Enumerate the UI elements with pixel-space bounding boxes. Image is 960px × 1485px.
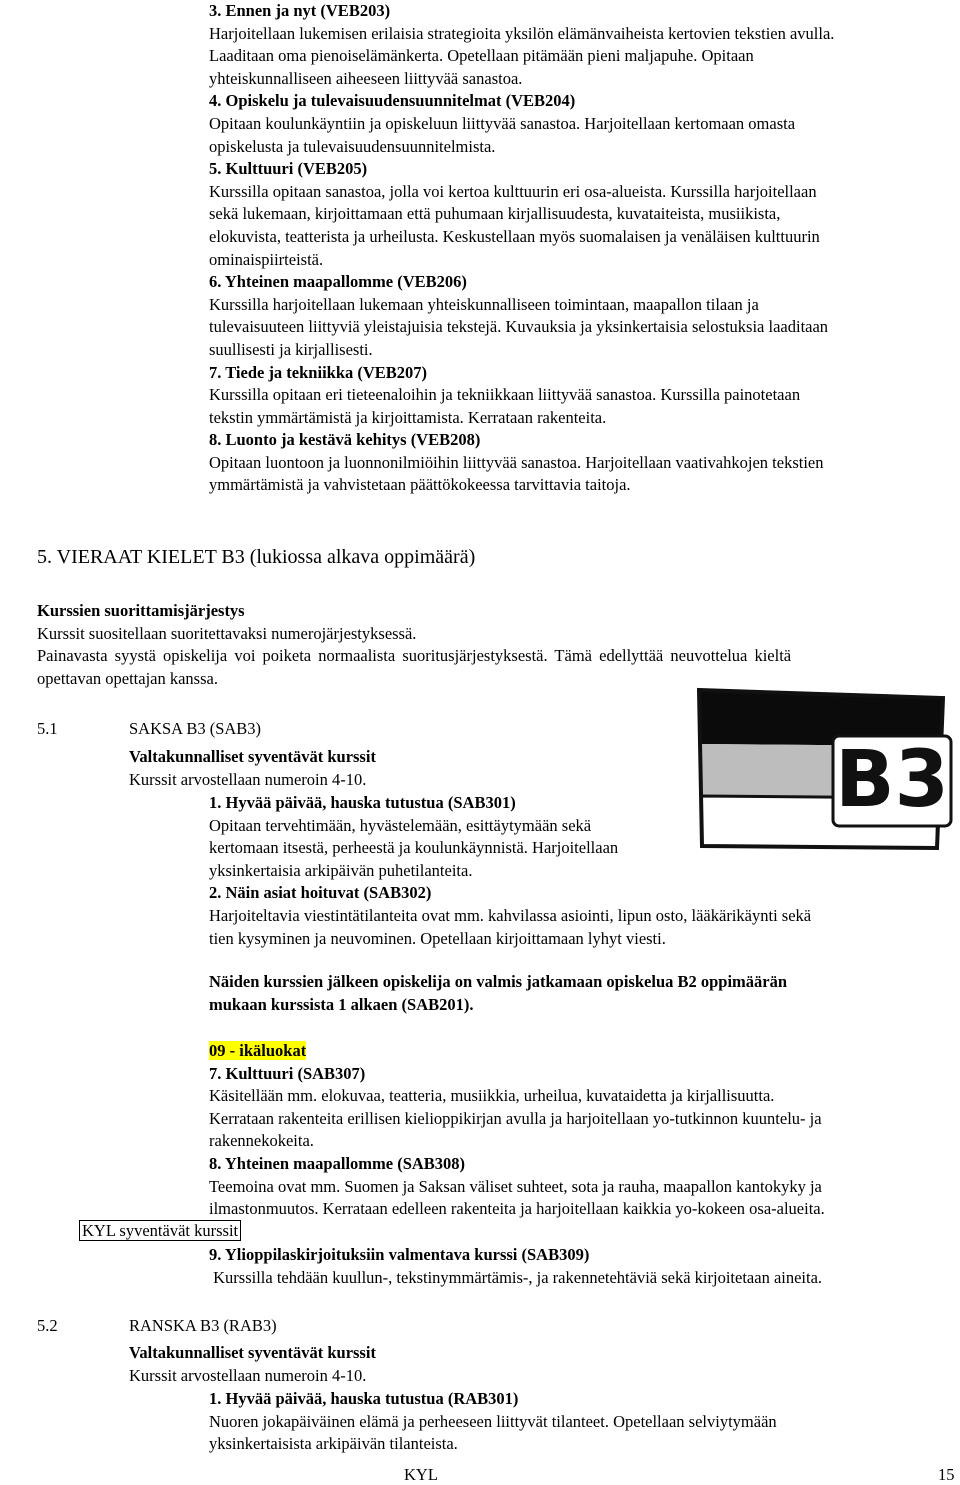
sub-heading: Valtakunnalliset syventävät kurssit [129, 747, 376, 766]
course-text: Opitaan luontoon ja luonnonilmiöihin liittyvää sanastoa. Harjoitellaan vaativahkojen tekstien [209, 452, 824, 472]
course-text: yhteiskunnalliseen aiheeseen liittyvää sanastoa. [209, 68, 523, 88]
order-heading: Kurssien suorittamisjärjestys [37, 601, 245, 620]
course-text: ominaispiirteistä. [209, 249, 324, 269]
order-text: Kurssit suositellaan suoritettavaksi numerojärjestyksessä. [37, 623, 417, 643]
course-text: elokuvista, teatterista ja urheilusta. Keskustellaan myös suomalaisen ja venäläisen kulttuurin [209, 226, 820, 246]
course-text: Kerrataan rakenteita erillisen kielioppikirjan avulla ja harjoitellaan yo-tutkinnon kuuntelu- ja [209, 1108, 822, 1128]
course-text: Kurssilla opitaan sanastoa, jolla voi kertoa kulttuurin eri osa-alueista. Kurssilla harjoitellaan [209, 181, 817, 201]
order-text: Painavasta syystä opiskelija voi poiketa normaalista suoritusjärjestyksestä. Tämä edellyttää neuvottelua kieltä [37, 646, 792, 666]
course-title: 3. Ennen ja nyt (VEB203) [209, 1, 391, 20]
footer-label: KYL [404, 1465, 438, 1484]
order-block [37, 600, 957, 690]
veb-course-list [209, 0, 834, 497]
course-text: Opitaan tervehtimään, hyvästelemään, esittäytymään sekä [209, 815, 592, 835]
german-flag-b3-illustration [697, 686, 955, 858]
course-text: kertomaan itsestä, perheestä ja koulunkäynnistä. Harjoitellaan [209, 838, 619, 858]
saksa-note [209, 971, 787, 1016]
course-text: tulevaisuuteen liittyviä yleistajuisia tekstejä. Kuvauksia ja yksinkertaisia selostuksia laaditaan [209, 317, 829, 337]
sub-heading: Valtakunnalliset syventävät kurssit [129, 1343, 376, 1362]
course-title: 8. Luonto ja kestävä kehitys (VEB208) [209, 430, 481, 450]
note-text: mukaan kurssista 1 alkaen (SAB201). [209, 994, 474, 1014]
course-text: tekstin ymmärtämistä ja kirjoittamista. Kerrataan rakenteita. [209, 407, 607, 427]
course-text: Teemoina ovat mm. Suomen ja Saksan väliset suhteet, sota ja rauha, maapallon kantokyky ja [209, 1176, 822, 1196]
grading-text: Kurssit arvostellaan numeroin 4-10. [129, 769, 367, 789]
ranska-intro [129, 1342, 376, 1387]
course-text: sekä lukemaan, kirjoittamaan että puhumaan kirjallisuudesta, kuvataiteista, musiikista, [209, 204, 781, 224]
ranska-number: 5.2 [37, 1316, 58, 1335]
saksa-intro [129, 746, 376, 791]
course-title: 4. Opiskelu ja tulevaisuudensuunnitelmat (VEB204) [209, 91, 576, 111]
saksa-title: SAKSA B3 (SAB3) [129, 719, 262, 738]
grade-label: 09 - ikäluokat [209, 1041, 307, 1060]
course-text: opiskelusta ja tulevaisuudensuunnitelmista. [209, 136, 496, 156]
kyl-label-wrap [79, 1220, 241, 1243]
course-title: 6. Yhteinen maapallomme (VEB206) [209, 272, 467, 292]
saksa-courses-2 [209, 1040, 825, 1221]
course-title: 2. Näin asiat hoituvat (SAB302) [209, 883, 432, 903]
course-text: rakennekokeita. [209, 1131, 314, 1151]
course-title: 1. Hyvää päivää, hauska tutustua (RAB301) [209, 1389, 519, 1408]
course-text: ymmärtämistä ja vahvistetaan päättökokeessa tarvittavia taitoja. [209, 475, 631, 495]
course-title: 7. Kulttuuri (SAB307) [209, 1063, 366, 1083]
course-text: Laaditaan oma pienoiselämänkerta. Opetellaan pitämään pieni maljapuhe. Opitaan [209, 46, 754, 66]
badge-text: B3 [835, 735, 949, 825]
course-title: 1. Hyvää päivää, hauska tutustua (SAB301) [209, 793, 516, 812]
course-text: Opitaan koulunkäyntiin ja opiskeluun liittyvää sanastoa. Harjoitellaan kertomaan omasta [209, 113, 796, 133]
saksa-course-9 [209, 1244, 822, 1289]
course-text: Kurssilla opitaan eri tieteenaloihin ja tekniikkaan liittyvää sanastoa. Kurssilla painotetaan [209, 385, 801, 405]
ranska-title: RANSKA B3 (RAB3) [129, 1316, 277, 1335]
grading-text: Kurssit arvostellaan numeroin 4-10. [129, 1365, 367, 1385]
order-text: opettavan opettajan kanssa. [37, 668, 218, 688]
section-heading: 5. VIERAAT KIELET B3 (lukiossa alkava oppimäärä) [37, 546, 476, 568]
course-text: Nuoren jokapäiväinen elämä ja perheeseen liittyvät tilanteet. Opetellaan selviytymään [209, 1411, 777, 1431]
course-title: 7. Tiede ja tekniikka (VEB207) [209, 362, 428, 382]
course-text: yksinkertaisista arkipäivän tilanteista. [209, 1434, 458, 1454]
course-title: 8. Yhteinen maapallomme (SAB308) [209, 1153, 466, 1173]
ranska-courses [209, 1388, 777, 1456]
note-text: Näiden kurssien jälkeen opiskelija on valmis jatkamaan opiskelua B2 oppimäärän [209, 972, 788, 991]
course-text: Harjoiteltavia viestintätilanteita ovat mm. kahvilassa asiointi, lipun osto, lääkärikäynti sekä [209, 905, 812, 925]
saksa-number: 5.1 [37, 719, 58, 738]
course-title: 5. Kulttuuri (VEB205) [209, 159, 368, 179]
course-text: suullisesti ja kirjallisesti. [209, 339, 373, 359]
kyl-label: KYL syventävät kurssit [79, 1220, 241, 1241]
course-text: Kurssilla harjoitellaan lukemaan yhteiskunnalliseen toimintaan, maapallon tilaan ja [209, 294, 759, 314]
course-title: 9. Ylioppilaskirjoituksiin valmentava kurssi (SAB309) [209, 1245, 590, 1264]
course-text: yksinkertaisia arkipäivän puhetilanteita. [209, 860, 473, 880]
course-text: tien kysyminen ja neuvominen. Opetellaan kirjoittamaan lyhyt viesti. [209, 928, 666, 948]
course-text: Käsitellään mm. elokuvaa, teatteria, musiikkia, urheilua, kuvataidetta ja kirjallisuutta. [209, 1086, 775, 1106]
course-text: Kurssilla tehdään kuullun-, tekstinymmärtämis-, ja rakennetehtäviä sekä kirjoitetaan aineita. [209, 1267, 823, 1287]
course-text: ilmastonmuutos. Kerrataan edelleen rakenteita ja harjoitellaan kaikkia yo-kokeen osa-alueita. [209, 1199, 825, 1219]
page-number: 15 [938, 1465, 955, 1484]
course-text: Harjoitellaan lukemisen erilaisia strategioita yksilön elämänvaiheista kertovien tekstien avulla. [209, 23, 835, 43]
